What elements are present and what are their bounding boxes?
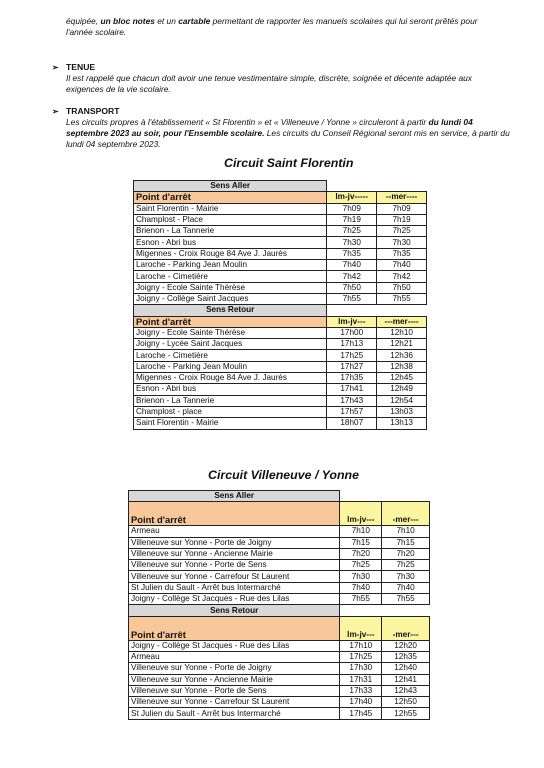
header-mer: --mer---- — [377, 192, 427, 203]
time-lmjv: 7h30 — [327, 237, 377, 248]
direction-label: Sens Aller — [129, 491, 340, 502]
time-lmjv: 17h35 — [327, 373, 377, 384]
time-mer: 7h19 — [377, 214, 427, 225]
stop-name: Joigny - Ecole Sainte Thérèse — [134, 327, 327, 338]
time-mer: 7h30 — [382, 571, 430, 582]
stop-name: Joigny - Lycée Saint Jacques — [134, 339, 327, 350]
table-row — [134, 361, 427, 372]
stop-name: Villeneuve sur Yonne - Porte de Joigny — [129, 663, 340, 674]
stop-name: St Julien du Sault - Arrêt bus Intermarché — [129, 582, 340, 593]
time-lmjv: 17h27 — [327, 361, 377, 372]
time-mer: 12h41 — [382, 674, 430, 685]
time-mer: 7h35 — [377, 248, 427, 259]
stop-name: Migennes - Croix Rouge 84 Ave J. Jaurès — [134, 248, 327, 259]
table-row — [129, 674, 430, 685]
table-row — [129, 548, 430, 559]
intro-bold-bloc-notes: un bloc notes — [100, 16, 155, 26]
table-row — [129, 526, 430, 537]
stop-name: Villeneuve sur Yonne - Porte de Sens — [129, 685, 340, 696]
time-lmjv: 7h35 — [327, 248, 377, 259]
header-row — [129, 616, 430, 640]
table-row — [129, 582, 430, 593]
time-mer: 7h25 — [382, 560, 430, 571]
time-lmjv: 7h40 — [340, 582, 382, 593]
time-mer: 7h25 — [377, 226, 427, 237]
stop-name: Brienon - La Tannerie — [134, 395, 327, 406]
time-lmjv: 7h30 — [340, 571, 382, 582]
section-title: TENUE — [66, 62, 96, 72]
time-lmjv: 7h55 — [327, 293, 377, 304]
circuit-villeneuve-table — [128, 490, 430, 720]
blank-cell — [327, 305, 427, 316]
table-row — [129, 697, 430, 708]
time-mer: 12h49 — [377, 384, 427, 395]
table-row — [134, 293, 427, 304]
time-mer: 7h40 — [382, 582, 430, 593]
time-lmjv: 17h00 — [327, 327, 377, 338]
section-heading — [52, 62, 512, 73]
time-mer: 12h40 — [382, 663, 430, 674]
intro-text: équipée, — [66, 16, 101, 26]
stop-name: Joigny - Collège St Jacques - Rue des Lilas — [129, 594, 340, 605]
header-stop: Point d'arrêt — [129, 502, 340, 526]
circuit-saint-florentin-table — [133, 180, 427, 430]
table-row — [134, 327, 427, 338]
time-mer: 7h30 — [377, 237, 427, 248]
time-lmjv: 17h25 — [327, 350, 377, 361]
stop-name: Villeneuve sur Yonne - Ancienne Mairie — [129, 548, 340, 559]
time-lmjv: 7h25 — [327, 226, 377, 237]
stop-name: Laroche - Cimetière — [134, 271, 327, 282]
time-lmjv: 7h55 — [340, 594, 382, 605]
arrow-bullet-icon: ➢ — [52, 107, 59, 116]
time-lmjv: 7h42 — [327, 271, 377, 282]
stop-name: Esnon - Abri bus — [134, 384, 327, 395]
table-row — [134, 282, 427, 293]
table-row — [134, 271, 427, 282]
time-mer: 7h15 — [382, 537, 430, 548]
time-lmjv: 17h45 — [340, 708, 382, 719]
time-lmjv: 17h33 — [340, 685, 382, 696]
circuit-villeneuve-title: Circuit Villeneuve / Yonne — [208, 468, 360, 482]
time-mer: 12h10 — [377, 327, 427, 338]
stop-name: Joigny - Ecole Sainte Thérèse — [134, 282, 327, 293]
time-mer: 12h50 — [382, 697, 430, 708]
table-row — [134, 339, 427, 350]
section-heading — [52, 106, 512, 117]
table-row — [134, 214, 427, 225]
time-mer: 12h43 — [382, 685, 430, 696]
header-mer: ---mer---- — [377, 316, 427, 327]
intro-text: et un — [154, 16, 179, 26]
direction-row-retour — [129, 605, 430, 616]
time-mer: 12h38 — [377, 361, 427, 372]
time-mer: 12h20 — [382, 640, 430, 651]
time-lmjv: 17h31 — [340, 674, 382, 685]
table-row — [129, 651, 430, 662]
time-mer: 7h50 — [377, 282, 427, 293]
stop-name: Laroche - Parking Jean Moulin — [134, 361, 327, 372]
time-lmjv: 7h40 — [327, 260, 377, 271]
direction-row-aller — [129, 491, 430, 502]
table-row — [134, 248, 427, 259]
time-lmjv: 7h50 — [327, 282, 377, 293]
time-lmjv: 17h57 — [327, 406, 377, 417]
stop-name: Villeneuve sur Yonne - Porte de Joigny — [129, 537, 340, 548]
time-mer: 7h10 — [382, 526, 430, 537]
table-row — [134, 406, 427, 417]
stop-name: Champlost - Place — [134, 214, 327, 225]
time-lmjv: 7h10 — [340, 526, 382, 537]
direction-row-retour — [134, 305, 427, 316]
table-row — [129, 571, 430, 582]
stop-name: Villeneuve sur Yonne - Carrefour St Laurent — [129, 697, 340, 708]
transport-bold-date: du lundi 04 septembre 2023 au soir, pour l'Ensemble scolaire. — [66, 117, 473, 138]
table-row — [134, 384, 427, 395]
header-lmjv: lm-jv--- — [340, 616, 382, 640]
stop-name: Armeau — [129, 651, 340, 662]
time-lmjv: 7h15 — [340, 537, 382, 548]
direction-label: Sens Retour — [129, 605, 340, 616]
stop-name: Champlost - place — [134, 406, 327, 417]
table-row — [134, 237, 427, 248]
header-mer: -mer--- — [382, 616, 430, 640]
section-transport — [52, 106, 512, 150]
section-text: Il est rappelé que chacun doit avoir une tenue vestimentaire simple, discrète, soignée et décente adaptée aux exigences de la vie scolaire. — [66, 73, 472, 94]
table-row — [129, 663, 430, 674]
table-row — [134, 260, 427, 271]
table-row — [134, 418, 427, 429]
transport-text: Les circuits propres à l'établissement « St Florentin » et « Villeneuve / Yonne » circuleront à partir — [66, 117, 429, 127]
time-lmjv: 17h30 — [340, 663, 382, 674]
stop-name: Villeneuve sur Yonne - Ancienne Mairie — [129, 674, 340, 685]
time-mer: 12h55 — [382, 708, 430, 719]
intro-paragraph — [66, 16, 506, 38]
header-row — [129, 502, 430, 526]
transport-text: Les circuits du Conseil Régional seront mis en service, à partir du lundi 04 septembre 2023. — [66, 128, 510, 149]
time-lmjv: 7h20 — [340, 548, 382, 559]
blank-cell — [340, 605, 430, 616]
intro-bold-cartable: cartable — [178, 16, 211, 26]
stop-name: Esnon - Abri bus — [134, 237, 327, 248]
header-lmjv: lm-jv--- — [327, 316, 377, 327]
time-mer: 12h45 — [377, 373, 427, 384]
table-row — [129, 708, 430, 719]
table-row — [129, 594, 430, 605]
table-row — [129, 640, 430, 651]
stop-name: Migennes - Croix Rouge 84 Ave J. Jaurès — [134, 373, 327, 384]
time-lmjv: 7h09 — [327, 203, 377, 214]
time-lmjv: 17h13 — [327, 339, 377, 350]
direction-label: Sens Aller — [134, 181, 327, 192]
header-stop: Point d'arrêt — [129, 616, 340, 640]
section-title: TRANSPORT — [66, 106, 120, 116]
direction-label: Sens Retour — [134, 305, 327, 316]
stop-name: Saint Florentin - Mairie — [134, 203, 327, 214]
stop-name: Joigny - Collège Saint Jacques — [134, 293, 327, 304]
stop-name: Brienon - La Tannerie — [134, 226, 327, 237]
time-mer: 7h42 — [377, 271, 427, 282]
time-mer: 7h40 — [377, 260, 427, 271]
header-row — [134, 192, 427, 203]
stop-name: Laroche - Parking Jean Moulin — [134, 260, 327, 271]
stop-name: Laroche - Cimetière — [134, 350, 327, 361]
time-lmjv: 7h25 — [340, 560, 382, 571]
table-row — [129, 560, 430, 571]
stop-name: Saint Florentin - Mairie — [134, 418, 327, 429]
table-row — [134, 373, 427, 384]
time-mer: 13h03 — [377, 406, 427, 417]
time-mer: 12h36 — [377, 350, 427, 361]
time-lmjv: 17h43 — [327, 395, 377, 406]
header-stop: Point d'arrêt — [134, 316, 327, 327]
intro-text: permettant de rapporter les manuels scolaires qui lui seront prêtés pour l'année scolaire. — [66, 16, 478, 37]
header-mer: -mer--- — [382, 502, 430, 526]
header-lmjv: lm-jv--- — [340, 502, 382, 526]
time-lmjv: 17h41 — [327, 384, 377, 395]
section-text — [66, 117, 512, 150]
table-row — [134, 203, 427, 214]
stop-name: Armeau — [129, 526, 340, 537]
stop-name: St Julien du Sault - Arrêt bus Intermarché — [129, 708, 340, 719]
direction-row-aller — [134, 181, 427, 192]
time-mer: 7h20 — [382, 548, 430, 559]
stop-name: Villeneuve sur Yonne - Carrefour St Laurent — [129, 571, 340, 582]
circuit-saint-florentin-title: Circuit Saint Florentin — [224, 156, 354, 170]
time-mer: 13h13 — [377, 418, 427, 429]
stop-name: Villeneuve sur Yonne - Porte de Sens — [129, 560, 340, 571]
section-tenue — [52, 62, 512, 95]
arrow-bullet-icon: ➢ — [52, 63, 59, 72]
blank-cell — [340, 491, 430, 502]
time-lmjv: 7h19 — [327, 214, 377, 225]
time-mer: 7h55 — [382, 594, 430, 605]
stop-name: Joigny - Collège St Jacques - Rue des Lilas — [129, 640, 340, 651]
time-mer: 12h21 — [377, 339, 427, 350]
table-row — [129, 685, 430, 696]
time-lmjv: 17h10 — [340, 640, 382, 651]
time-mer: 7h55 — [377, 293, 427, 304]
table-row — [134, 350, 427, 361]
header-lmjv: lm-jv----- — [327, 192, 377, 203]
header-stop: Point d'arrêt — [134, 192, 327, 203]
time-mer: 12h35 — [382, 651, 430, 662]
blank-cell — [327, 181, 427, 192]
time-mer: 7h09 — [377, 203, 427, 214]
time-mer: 12h54 — [377, 395, 427, 406]
table-row — [129, 537, 430, 548]
header-row — [134, 316, 427, 327]
time-lmjv: 17h25 — [340, 651, 382, 662]
table-row — [134, 395, 427, 406]
time-lmjv: 17h40 — [340, 697, 382, 708]
table-row — [134, 226, 427, 237]
time-lmjv: 18h07 — [327, 418, 377, 429]
